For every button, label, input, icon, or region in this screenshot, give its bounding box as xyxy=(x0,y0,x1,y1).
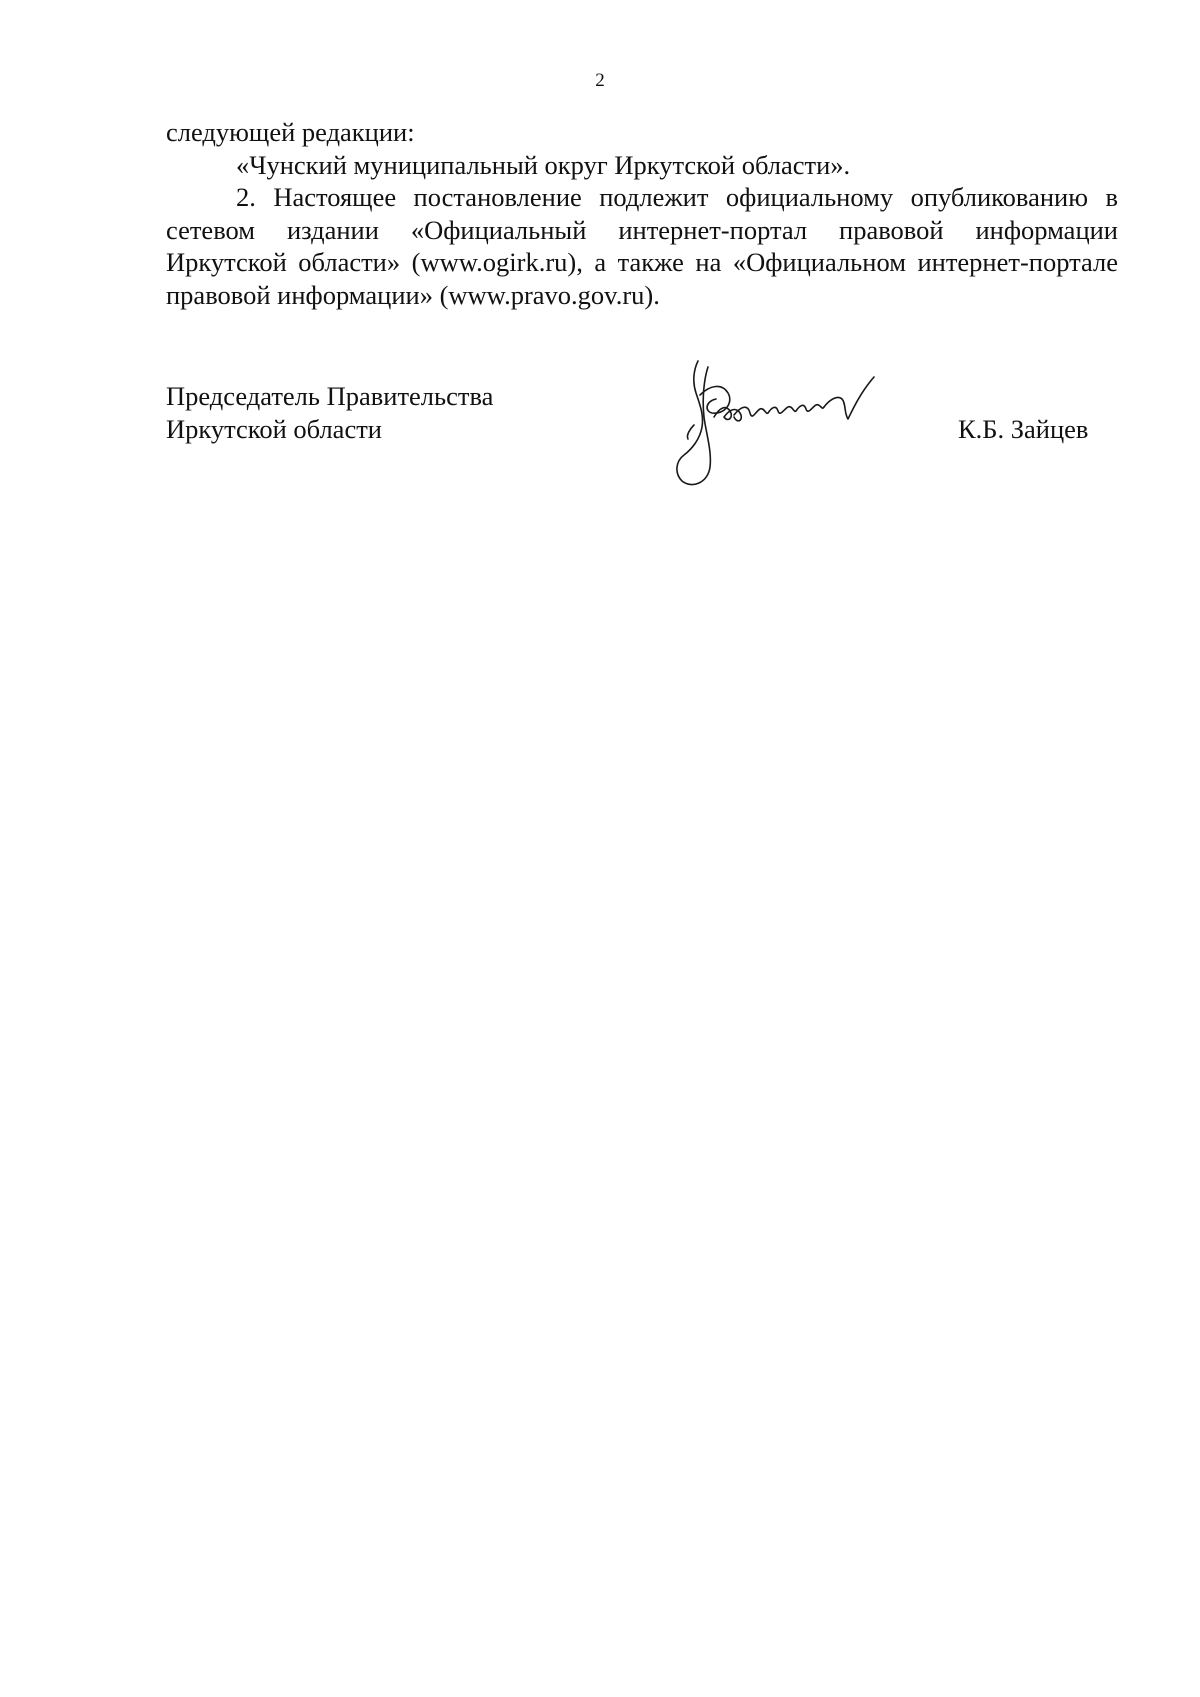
page-number: 2 xyxy=(595,70,605,91)
signatory-position-line1: Председатель Правительства xyxy=(166,381,494,411)
paragraph-continuation: следующей редакции: xyxy=(166,117,415,147)
paragraph-publication: 2. Настоящее постановление подлежит официальному опубликованию в сетевом издании «Официальный интернет-портал правовой информации Иркутской области» (www.ogirk.ru), а также на «Официальном интернет-портале правовой информации» (www.pravo.gov.ru). xyxy=(166,182,1118,310)
signatory-position-line2: Иркутской области xyxy=(166,413,382,444)
paragraph-quote: «Чунский муниципальный округ Иркутской области». xyxy=(236,149,851,180)
signatory-name: К.Б. Зайцев xyxy=(958,414,1089,444)
signatory-position xyxy=(166,380,493,445)
document-body xyxy=(166,116,1118,311)
handwritten-signature xyxy=(670,355,900,490)
